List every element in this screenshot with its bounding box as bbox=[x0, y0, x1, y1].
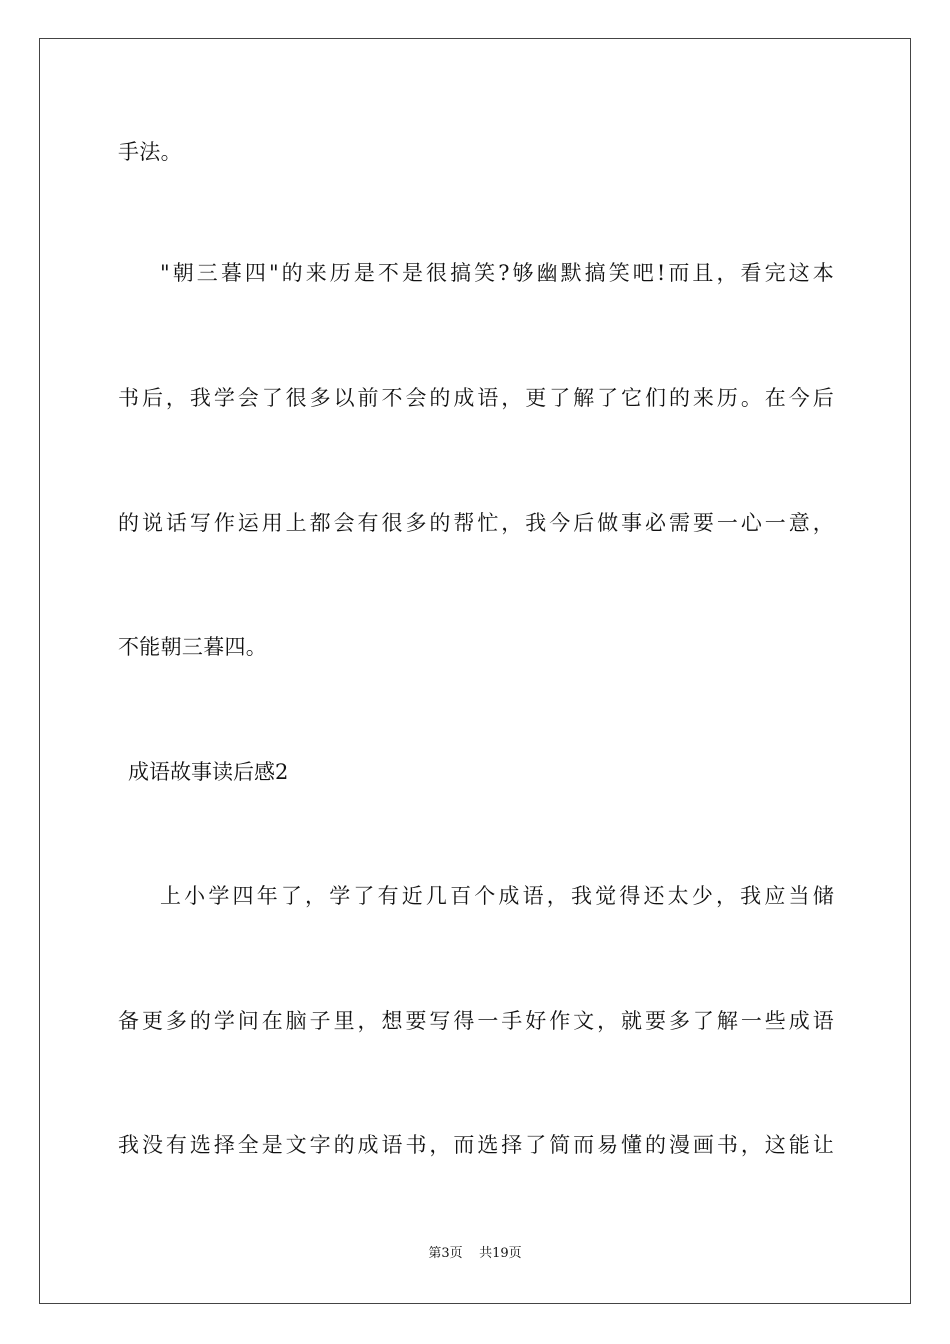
page-number-footer: 第3页 共19页 bbox=[428, 1246, 522, 1261]
paragraph-line: 备更多的学问在脑子里，想要写得一手好作文，就要多了解一些成语 bbox=[118, 1009, 834, 1033]
paragraph-line: 不能朝三暮四。 bbox=[118, 635, 268, 659]
paragraph-line: 手法。 bbox=[118, 140, 182, 164]
paragraph-line: 的说话写作运用上都会有很多的帮忙，我今后做事必需要一心一意， bbox=[118, 511, 834, 535]
section-heading: 成语故事读后感2 bbox=[128, 760, 289, 784]
paragraph-line: 上小学四年了，学了有近几百个成语，我觉得还太少，我应当储 bbox=[160, 884, 834, 908]
paragraph-line: "朝三暮四"的来历是不是很搞笑?够幽默搞笑吧!而且，看完这本 bbox=[160, 261, 834, 285]
page-border bbox=[39, 38, 911, 1304]
paragraph-line: 我没有选择全是文字的成语书，而选择了简而易懂的漫画书，这能让 bbox=[118, 1133, 834, 1157]
paragraph-line: 书后，我学会了很多以前不会的成语，更了解了它们的来历。在今后 bbox=[118, 386, 834, 410]
